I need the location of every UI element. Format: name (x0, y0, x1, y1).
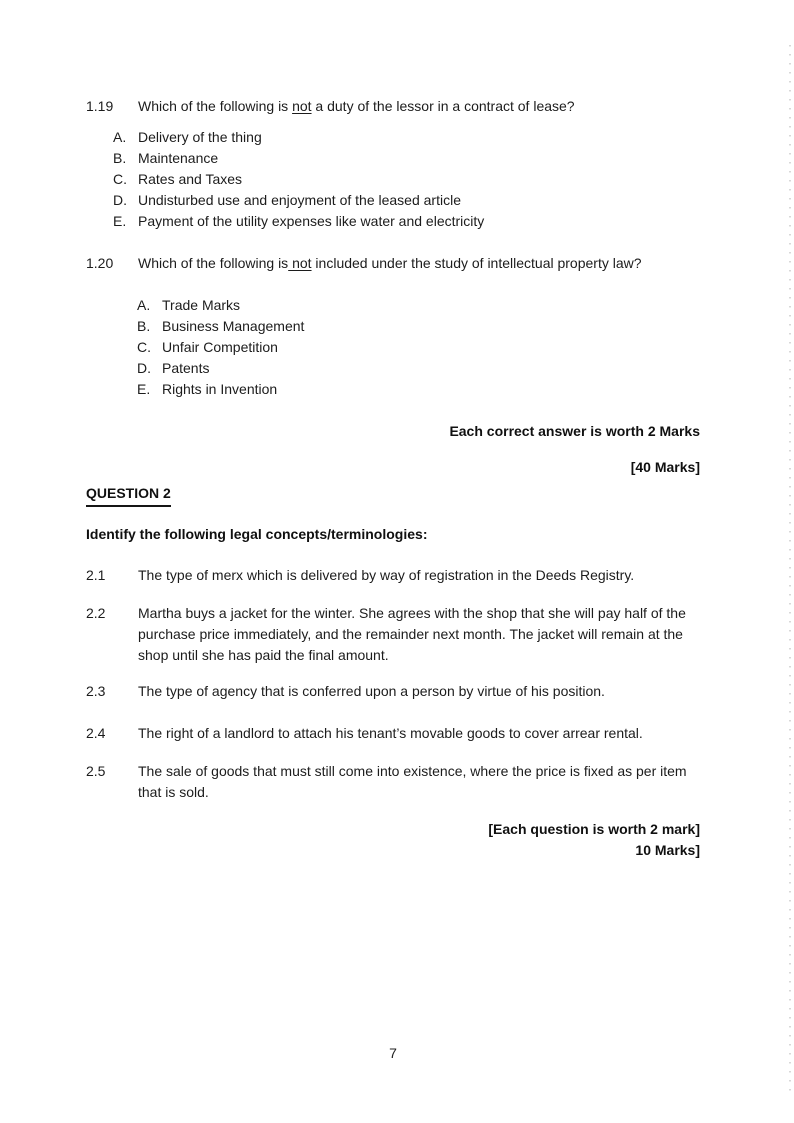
item-number: 2.1 (86, 567, 106, 583)
option-letter: E. (137, 381, 151, 397)
option-a (113, 127, 700, 148)
item-text: The right of a landlord to attach his tenant’s movable goods to cover arrear rental. (138, 725, 643, 741)
option-text: Payment of the utility expenses like water and electricity (138, 213, 485, 229)
item-text: The sale of goods that must still come into existence, where the price is fixed as per item that is sold. (138, 763, 687, 800)
option-text: Trade Marks (162, 297, 241, 313)
identify-item-2-3 (86, 681, 700, 702)
option-letter: C. (113, 171, 127, 187)
option-text: Business Management (162, 318, 305, 334)
option-letter: A. (137, 297, 151, 313)
question-row (86, 96, 700, 117)
identify-item-2-4 (86, 723, 700, 744)
scan-artifact-dotted-line (789, 45, 791, 1098)
marks-line-2: 10 Marks] (635, 842, 700, 858)
option-b (113, 148, 700, 169)
section-heading-text: QUESTION 2 (86, 483, 171, 507)
option-e (137, 379, 700, 400)
options-list (137, 295, 700, 400)
identify-item-2-1 (86, 565, 700, 586)
section-intro: Identify the following legal concepts/terminologies: (86, 526, 428, 542)
item-number: 2.2 (86, 605, 106, 621)
question-row (86, 253, 700, 274)
question-text-before: Which of the following is (138, 98, 293, 114)
identify-item-2-2 (86, 603, 700, 666)
marks-line-1: [Each question is worth 2 mark] (488, 821, 700, 837)
option-text: Rates and Taxes (138, 171, 243, 187)
total-marks: [40 Marks] (630, 459, 700, 475)
question-text-after: a duty of the lessor in a contract of lease? (311, 98, 575, 114)
option-b (137, 316, 700, 337)
question-text-after: included under the study of intellectual property law? (311, 255, 642, 271)
option-a (137, 295, 700, 316)
question-text-before: Which of the following is (138, 255, 289, 271)
item-text: The type of merx which is delivered by way of registration in the Deeds Registry. (138, 567, 635, 583)
question-number: 1.20 (86, 255, 114, 271)
option-letter: D. (137, 360, 151, 376)
option-text: Unfair Competition (162, 339, 278, 355)
question-number: 1.19 (86, 98, 114, 114)
question-1-20 (86, 253, 700, 400)
option-letter: C. (137, 339, 151, 355)
option-letter: B. (137, 318, 151, 334)
option-text: Undisturbed use and enjoyment of the leased article (138, 192, 461, 208)
question-text (138, 96, 700, 117)
page-content (86, 96, 700, 1064)
options-list (113, 127, 700, 232)
item-text: Martha buys a jacket for the winter. She agrees with the shop that she will pay half of the purchase price immediately, and the remainder next month. The jacket will remain at the shop until she has paid the final amount. (138, 605, 686, 663)
item-text: The type of agency that is conferred upon a person by virtue of his position. (138, 683, 605, 699)
question-text-underlined: not (288, 255, 312, 271)
option-d (113, 190, 700, 211)
option-letter: A. (113, 129, 127, 145)
option-d (137, 358, 700, 379)
option-c (113, 169, 700, 190)
item-number: 2.3 (86, 683, 106, 699)
item-number: 2.5 (86, 763, 106, 779)
page-number: 7 (389, 1045, 397, 1061)
option-text: Patents (162, 360, 210, 376)
question-text-underlined: not (292, 98, 312, 114)
option-c (137, 337, 700, 358)
marks-note: Each correct answer is worth 2 Marks (449, 423, 700, 439)
item-number: 2.4 (86, 725, 106, 741)
option-text: Maintenance (138, 150, 219, 166)
option-e (113, 211, 700, 232)
identify-item-2-5 (86, 761, 700, 803)
option-text: Delivery of the thing (138, 129, 262, 145)
question-text (138, 253, 700, 274)
option-letter: B. (113, 150, 127, 166)
section-heading (86, 483, 700, 507)
option-letter: E. (113, 213, 127, 229)
option-letter: D. (113, 192, 127, 208)
option-text: Rights in Invention (162, 381, 278, 397)
question-1-19 (86, 96, 700, 232)
